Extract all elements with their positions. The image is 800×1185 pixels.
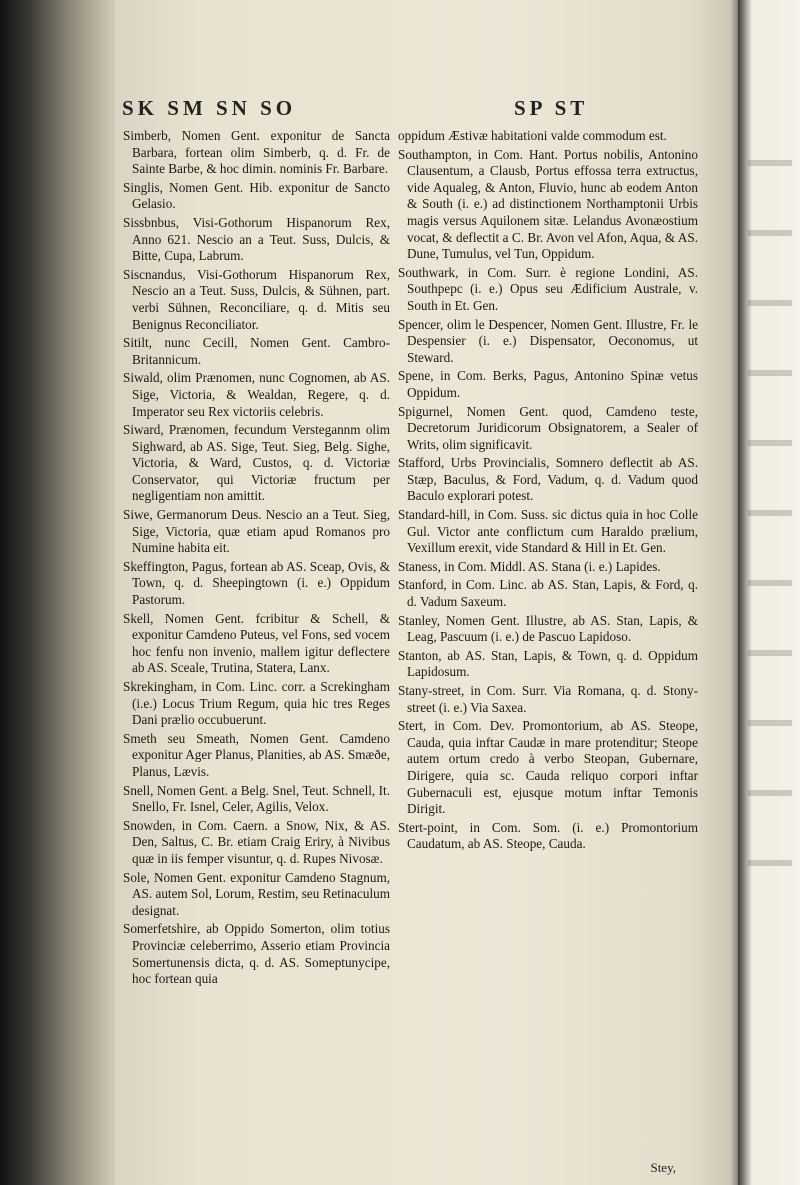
left-column	[123, 128, 390, 990]
dictionary-entry: Standard-hill, in Com. Suss. sic dictus quia in hoc Colle Gul. Victor ante conflictum cum Haraldo prælium, Vexillum erexit, vide Standard & Hill in Et. Gen.	[398, 507, 698, 556]
dictionary-entry: Stert-point, in Com. Som. (i. e.) Promontorium Caudatum, ab AS. Steope, Cauda.	[398, 819, 698, 852]
right-column	[398, 128, 698, 855]
dictionary-entry: Sitilt, nunc Cecill, Nomen Gent. Cambro-Britannicum.	[123, 335, 390, 367]
book-binding-shadow	[0, 0, 115, 1185]
dictionary-entry: oppidum Æstivæ habitationi valde commodum est.	[398, 128, 667, 143]
dictionary-entry: Simberb, Nomen Gent. exponitur de Sancta Barbara, fortean olim Simberb, q. d. Fr. de Sainte Barbe, & hoc dimin. nominis Fr. Barbare.	[123, 128, 390, 177]
dictionary-entry: Skrekingham, in Com. Linc. corr. a Screkingham (i.e.) Locus Trium Regum, quia hic tres Reges Dani prælio occubuerunt.	[123, 679, 390, 728]
dictionary-entry: Southwark, in Com. Surr. è regione Londini, AS. Southpepc (i. e.) Opus seu Ædificium Australe, v. South in Et. Gen.	[398, 264, 698, 313]
dictionary-entry: Stafford, Urbs Provincialis, Somnero deflectit ab AS. Stæp, Baculus, & Ford, Vadum, q. d. Vadum quod Baculo explorari potest.	[398, 455, 698, 504]
dictionary-entry: Siscnandus, Visi-Gothorum Hispanorum Rex, Nescio an a Teut. Suss, Dulcis, & Sühnen, part. verbi Sühnen, Reconciliare, q. d. Mitis seu Benignus Reconciliator.	[123, 266, 390, 332]
dictionary-entry: Snell, Nomen Gent. a Belg. Snel, Teut. Schnell, It. Snello, Fr. Isnel, Celer, Agilis, Velox.	[123, 782, 390, 815]
dictionary-entry: Siward, Prænomen, fecundum Verstegannm olim Sighward, ab AS. Sige, Teut. Sieg, Belg. Sighe, Victoria, & Ward, Custos, q. d. Victoriæ Conservator, qui Victoriæ fructum per negligentiam non amittit.	[123, 422, 390, 504]
running-head-left: SK SM SN SO	[122, 96, 297, 120]
catchword: Stey,	[650, 1160, 676, 1175]
dictionary-entry: Staness, in Com. Middl. AS. Stana (i. e.) Lapides.	[398, 558, 661, 574]
dictionary-entry: Somerfetshire, ab Oppido Somerton, olim totius Provinciæ celeberrimo, Asserio etiam Provincia Somertunensis dicta, q. d. AS. Someptunycipe, hoc fortean quia	[123, 921, 390, 987]
dictionary-entry: Skeffington, Pagus, fortean ab AS. Sceap, Ovis, & Town, q. d. Sheepingtown (i. e.) Oppidum Pastorum.	[123, 558, 390, 608]
dictionary-entry: Sissbnbus, Visi-Gothorum Hispanorum Rex, Anno 621. Nescio an a Teut. Suss, Dulcis, & Bitte, Cupa, Labrum.	[123, 214, 390, 264]
dictionary-entry: Skell, Nomen Gent. fcribitur & Schell, & exponitur Camdeno Puteus, vel Fons, sed vocem hoc fenfu non invenio, mallem igitur deflectere ab AS. Sceale, Trutina, Statera, Lanx.	[123, 610, 390, 676]
dictionary-entry: Snowden, in Com. Caern. a Snow, Nix, & AS. Den, Saltus, C. Br. etiam Craig Eriry, à Nivibus quæ in iis femper visuntur, q. d. Rupes Nivosæ.	[123, 817, 390, 866]
dictionary-entry: Stanford, in Com. Linc. ab AS. Stan, Lapis, & Ford, q. d. Vadum Saxeum.	[398, 577, 698, 610]
dictionary-entry: Spene, in Com. Berks, Pagus, Antonino Spinæ vetus Oppidum.	[398, 368, 698, 400]
dictionary-entry: Spigurnel, Nomen Gent. quod, Camdeno teste, Decretorum Juridicorum Obsignatorem, a Sealer of Writs, olim significavit.	[398, 403, 698, 452]
dictionary-entry: Stanton, ab AS. Stan, Lapis, & Town, q. d. Oppidum Lapidosum.	[398, 647, 698, 680]
facing-page-edge	[738, 0, 800, 1185]
dictionary-entry: Stert, in Com. Dev. Promontorium, ab AS. Steope, Cauda, quia inftar Caudæ in mare protenditur; Steope autem ortum credo à verbo Steopan, Gubernare, Dirigere, quia sc. Cauda reliquo corpori inftar Gubernaculi est, ejusque motum inftar Temonis Dirigit.	[398, 718, 698, 817]
dictionary-entry: Stanley, Nomen Gent. Illustre, ab AS. Stan, Lapis, & Leag, Pascuum (i. e.) de Pascuo Lapidoso.	[398, 612, 698, 645]
dictionary-entry: Siwe, Germanorum Deus. Nescio an a Teut. Sieg, Sige, Victoria, quæ etiam apud Romanos pro Numine habita eit.	[123, 507, 390, 556]
dictionary-entry: Siwald, olim Prænomen, nunc Cognomen, ab AS. Sige, Victoria, & Wealdan, Regere, q. d. Imperator seu Rex victoriis celebris.	[123, 370, 390, 419]
dictionary-entry: Singlis, Nomen Gent. Hib. exponitur de Sancto Gelasio.	[123, 179, 390, 212]
dictionary-entry: Southampton, in Com. Hant. Portus nobilis, Antonino Clausentum, a Clausb, Portus effossa terra extructus, vide Aqualeg, & Anton, Fluvio, hunc ab eodem Anton & South (i. e.) ad distinctionem Northamptonii Urbis magis versus Aquilonem sitæ. Lelandus Avonæostium vocat, & deflectit a C. Br. Avon vel Afon, Aqua, & AS. Dune, Tumulus, vel Tun, Oppidum.	[398, 146, 698, 262]
dictionary-entry: Smeth seu Smeath, Nomen Gent. Camdeno exponitur Ager Planus, Planities, ab AS. Smæðe, Planus, Lævis.	[123, 730, 390, 779]
dictionary-entry: Stany-street, in Com. Surr. Via Romana, q. d. Stony-street (i. e.) Via Saxea.	[398, 683, 698, 715]
dictionary-entry: Spencer, olim le Despencer, Nomen Gent. Illustre, Fr. le Despensier (i. e.) Dispensator, Oeconomus, ut Steward.	[398, 316, 698, 365]
dictionary-entry: Sole, Nomen Gent. exponitur Camdeno Stagnum, AS. autem Sol, Lorum, Restim, seu Retinaculum designat.	[123, 869, 390, 918]
running-head-right: SP ST	[514, 96, 589, 120]
